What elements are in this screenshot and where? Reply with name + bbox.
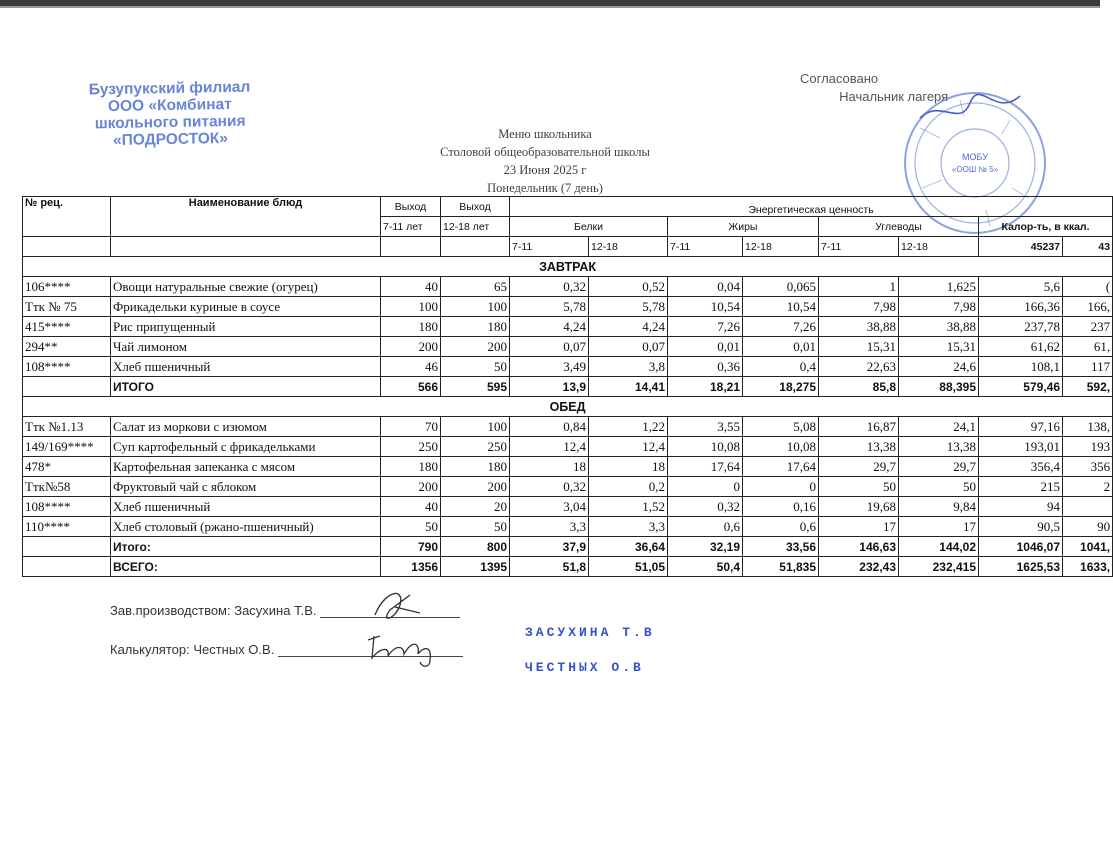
- cell-k1: 97,16: [979, 417, 1063, 437]
- breakfast-section-title: ЗАВТРАК: [23, 257, 1113, 277]
- recipe-number: Ттк№58: [23, 477, 111, 497]
- cell-p2: 18: [589, 457, 668, 477]
- cell-o1: 46: [381, 357, 441, 377]
- cell-o1: 1356: [381, 557, 441, 577]
- cell-f1: 0,6: [668, 517, 743, 537]
- cell-o2: 50: [441, 517, 510, 537]
- header-row-3: [23, 237, 1113, 257]
- cell-c1: 7,98: [819, 297, 899, 317]
- cell-k2: 2: [1063, 477, 1113, 497]
- cell-k1: 1046,07: [979, 537, 1063, 557]
- menu-table-body: [23, 197, 1113, 577]
- col-header-protein: Белки: [510, 217, 668, 237]
- cell-c2: 7,98: [899, 297, 979, 317]
- carbs-12-18: 12-18: [899, 237, 979, 257]
- cell-f2: 10,54: [743, 297, 819, 317]
- cell-f2: 0,01: [743, 337, 819, 357]
- cell-o2: 1395: [441, 557, 510, 577]
- cell-p1: 5,78: [510, 297, 589, 317]
- approval-line-2: Начальник лагеря: [839, 89, 949, 104]
- cell-c2: 15,31: [899, 337, 979, 357]
- cell-f2: 51,835: [743, 557, 819, 577]
- lunch-item-row: [23, 437, 1113, 457]
- recipe-number: 106****: [23, 277, 111, 297]
- menu-day: Понедельник (7 день): [487, 181, 603, 195]
- cell-k1: 356,4: [979, 457, 1063, 477]
- cell-f2: 17,64: [743, 457, 819, 477]
- cell-c2: 29,7: [899, 457, 979, 477]
- cell-c1: 15,31: [819, 337, 899, 357]
- dish-name: Хлеб пшеничный: [111, 497, 381, 517]
- col-header-fat: Жиры: [668, 217, 819, 237]
- lunch-total-row: [23, 537, 1113, 557]
- cell-k2: (: [1063, 277, 1113, 297]
- dish-name: Хлеб столовый (ржано-пшеничный): [111, 517, 381, 537]
- cell-f1: 18,21: [668, 377, 743, 397]
- cell-f1: 3,55: [668, 417, 743, 437]
- dish-name: Фрикадельки куриные в соусе: [111, 297, 381, 317]
- cell-o2: 180: [441, 457, 510, 477]
- cell-p2: 14,41: [589, 377, 668, 397]
- cell-k2: 356: [1063, 457, 1113, 477]
- cell-p2: 12,4: [589, 437, 668, 457]
- breakfast-section-row: [23, 257, 1113, 277]
- cell-c2: 50: [899, 477, 979, 497]
- cell-o1: 50: [381, 517, 441, 537]
- cell-p2: 3,8: [589, 357, 668, 377]
- cell-f1: 0,36: [668, 357, 743, 377]
- cell-k1: 215: [979, 477, 1063, 497]
- cell-p1: 12,4: [510, 437, 589, 457]
- lunch-item-row: [23, 497, 1113, 517]
- org-stamp-line-1: Бузупукский филиал: [88, 78, 251, 99]
- calories-12-18-code: 43: [1063, 237, 1113, 257]
- cell-k2: 117: [1063, 357, 1113, 377]
- cell-c1: 29,7: [819, 457, 899, 477]
- org-stamp-line-2: ООО «Комбинат: [107, 95, 232, 116]
- cell-f2: 0: [743, 477, 819, 497]
- cell-c1: 13,38: [819, 437, 899, 457]
- breakfast-item-row: [23, 357, 1113, 377]
- recipe-number: 108****: [23, 357, 111, 377]
- cell-o2: 50: [441, 357, 510, 377]
- cell-o2: 20: [441, 497, 510, 517]
- cell-o2: 200: [441, 477, 510, 497]
- cell-c1: 38,88: [819, 317, 899, 337]
- cell-c2: 24,1: [899, 417, 979, 437]
- recipe-number: [23, 537, 111, 557]
- cell-p2: 1,52: [589, 497, 668, 517]
- lunch-item-row: [23, 517, 1113, 537]
- cell-p2: 4,24: [589, 317, 668, 337]
- cell-k2: 90: [1063, 517, 1113, 537]
- cell-c2: 13,38: [899, 437, 979, 457]
- cell-o1: 40: [381, 277, 441, 297]
- recipe-number: Ттк №1.13: [23, 417, 111, 437]
- cell-o2: 180: [441, 317, 510, 337]
- cell-p1: 0,32: [510, 477, 589, 497]
- dish-name: Салат из моркови с изюмом: [111, 417, 381, 437]
- dish-name: Суп картофельный с фрикадельками: [111, 437, 381, 457]
- cell-p1: 3,3: [510, 517, 589, 537]
- breakfast-item-row: [23, 277, 1113, 297]
- cell-f2: 0,6: [743, 517, 819, 537]
- cell-o1: 790: [381, 537, 441, 557]
- col-header-energy: Энергетическая ценность: [510, 197, 1113, 217]
- protein-12-18: 12-18: [589, 237, 668, 257]
- cell-c1: 1: [819, 277, 899, 297]
- cell-f2: 0,16: [743, 497, 819, 517]
- cell-p1: 4,24: [510, 317, 589, 337]
- carbs-7-11: 7-11: [819, 237, 899, 257]
- dish-name: Картофельная запеканка с мясом: [111, 457, 381, 477]
- cell-o2: 250: [441, 437, 510, 457]
- cell-f2: 5,08: [743, 417, 819, 437]
- cell-c2: 9,84: [899, 497, 979, 517]
- cell-k1: 94: [979, 497, 1063, 517]
- dish-name: Фруктовый чай с яблоком: [111, 477, 381, 497]
- recipe-number: 110****: [23, 517, 111, 537]
- recipe-number: 294**: [23, 337, 111, 357]
- cell-c1: 19,68: [819, 497, 899, 517]
- cell-p2: 36,64: [589, 537, 668, 557]
- breakfast-item-row: [23, 297, 1113, 317]
- recipe-number: [23, 377, 111, 397]
- cell-f1: 50,4: [668, 557, 743, 577]
- cell-p2: 0,52: [589, 277, 668, 297]
- recipe-number: 149/169****: [23, 437, 111, 457]
- signature-zasukhina: [365, 585, 435, 627]
- cell-o1: 200: [381, 477, 441, 497]
- col-header-out-1: Выход: [381, 197, 441, 217]
- breakfast-item-row: [23, 317, 1113, 337]
- cell-p1: 13,9: [510, 377, 589, 397]
- menu-subtitle: Столовой общеобразовательной школы: [440, 145, 650, 159]
- cell-o1: 180: [381, 457, 441, 477]
- organization-stamp: [69, 78, 270, 149]
- cell-k2: [1063, 497, 1113, 517]
- total-label: ВСЕГО:: [111, 557, 381, 577]
- recipe-number: 108****: [23, 497, 111, 517]
- signature-head-label: Зав.производством: Засухина Т.В.: [110, 603, 317, 618]
- recipe-number: 415****: [23, 317, 111, 337]
- cell-p1: 51,8: [510, 557, 589, 577]
- cell-f2: 7,26: [743, 317, 819, 337]
- lunch-item-row: [23, 477, 1113, 497]
- cell-f1: 32,19: [668, 537, 743, 557]
- cell-k1: 579,46: [979, 377, 1063, 397]
- dish-name: Рис припущенный: [111, 317, 381, 337]
- signature-calc-label: Калькулятор: Честных О.В.: [110, 642, 275, 657]
- header-row-1: [23, 197, 1113, 217]
- dish-name: Хлеб пшеничный: [111, 357, 381, 377]
- cell-p1: 0,32: [510, 277, 589, 297]
- cell-f1: 10,08: [668, 437, 743, 457]
- cell-k1: 237,78: [979, 317, 1063, 337]
- breakfast-item-row: [23, 337, 1113, 357]
- fat-7-11: 7-11: [668, 237, 743, 257]
- cell-k1: 108,1: [979, 357, 1063, 377]
- cell-c1: 22,63: [819, 357, 899, 377]
- cell-p2: 5,78: [589, 297, 668, 317]
- cell-o1: 200: [381, 337, 441, 357]
- col-header-out-2: Выход: [441, 197, 510, 217]
- cell-c1: 17: [819, 517, 899, 537]
- cell-f1: 7,26: [668, 317, 743, 337]
- cell-f2: 0,065: [743, 277, 819, 297]
- seal-text: МОБУ: [962, 152, 988, 162]
- menu-date: 23 Июня 2025 г: [503, 163, 587, 177]
- cell-o2: 100: [441, 417, 510, 437]
- fat-12-18: 12-18: [743, 237, 819, 257]
- cell-p1: 0,07: [510, 337, 589, 357]
- dish-name: Овощи натуральные свежие (огурец): [111, 277, 381, 297]
- cell-p2: 51,05: [589, 557, 668, 577]
- cell-c2: 144,02: [899, 537, 979, 557]
- signature-chestnykh: [360, 628, 450, 670]
- cell-k1: 5,6: [979, 277, 1063, 297]
- cell-c1: 50: [819, 477, 899, 497]
- scan-top-border-shadow: [0, 6, 1100, 8]
- cell-k2: 237: [1063, 317, 1113, 337]
- menu-heading: [380, 125, 710, 197]
- cell-k2: 592,: [1063, 377, 1113, 397]
- cell-o2: 800: [441, 537, 510, 557]
- cell-c2: 232,415: [899, 557, 979, 577]
- cell-o2: 100: [441, 297, 510, 317]
- breakfast-total-row: [23, 377, 1113, 397]
- cell-c2: 1,625: [899, 277, 979, 297]
- cell-k2: 1041,: [1063, 537, 1113, 557]
- cell-f1: 0: [668, 477, 743, 497]
- cell-o2: 200: [441, 337, 510, 357]
- grand-total-row: [23, 557, 1113, 577]
- cell-f1: 0,32: [668, 497, 743, 517]
- recipe-number: 478*: [23, 457, 111, 477]
- cell-o1: 566: [381, 377, 441, 397]
- calories-7-11-code: 45237: [979, 237, 1063, 257]
- cell-f2: 10,08: [743, 437, 819, 457]
- cell-c1: 85,8: [819, 377, 899, 397]
- protein-7-11: 7-11: [510, 237, 589, 257]
- cell-c2: 24,6: [899, 357, 979, 377]
- cell-o1: 100: [381, 297, 441, 317]
- cell-o1: 40: [381, 497, 441, 517]
- approval-line-1: Согласовано: [800, 71, 879, 86]
- cell-c2: 38,88: [899, 317, 979, 337]
- cell-k2: 166,: [1063, 297, 1113, 317]
- menu-table: [22, 196, 1113, 577]
- cell-k1: 1625,53: [979, 557, 1063, 577]
- cell-p1: 0,84: [510, 417, 589, 437]
- lunch-item-row: [23, 457, 1113, 477]
- org-stamp-line-4: «ПОДРОСТОК»: [112, 129, 229, 149]
- total-label: Итого:: [111, 537, 381, 557]
- cell-c1: 16,87: [819, 417, 899, 437]
- cell-c2: 88,395: [899, 377, 979, 397]
- recipe-number: Ттк № 75: [23, 297, 111, 317]
- org-stamp-line-3: школьного питания: [94, 112, 246, 133]
- cell-k2: 138,: [1063, 417, 1113, 437]
- cell-p1: 18: [510, 457, 589, 477]
- cell-c1: 232,43: [819, 557, 899, 577]
- cell-k1: 193,01: [979, 437, 1063, 457]
- lunch-section-row: [23, 397, 1113, 417]
- svg-text:«ООШ № 5»: «ООШ № 5»: [951, 165, 999, 174]
- lunch-item-row: [23, 417, 1113, 437]
- cell-o1: 250: [381, 437, 441, 457]
- cell-p1: 37,9: [510, 537, 589, 557]
- cell-f2: 0,4: [743, 357, 819, 377]
- cell-p2: 1,22: [589, 417, 668, 437]
- cell-k2: 193: [1063, 437, 1113, 457]
- cell-f1: 0,04: [668, 277, 743, 297]
- cell-f1: 17,64: [668, 457, 743, 477]
- cell-c1: 146,63: [819, 537, 899, 557]
- cell-p1: 3,04: [510, 497, 589, 517]
- col-header-name: Наименование блюд: [111, 197, 381, 237]
- cell-o1: 70: [381, 417, 441, 437]
- recipe-number: [23, 557, 111, 577]
- cell-f1: 0,01: [668, 337, 743, 357]
- cell-k1: 90,5: [979, 517, 1063, 537]
- dish-name: Чай лимоном: [111, 337, 381, 357]
- name-stamp-chestnykh: ЧЕСТНЫХ О.В: [525, 660, 644, 675]
- col-header-carbs: Углеводы: [819, 217, 979, 237]
- lunch-section-title: ОБЕД: [23, 397, 1113, 417]
- cell-k1: 166,36: [979, 297, 1063, 317]
- cell-p2: 3,3: [589, 517, 668, 537]
- col-header-calories: Калор-ть, в ккал.: [979, 217, 1113, 237]
- menu-title: Меню школьника: [498, 127, 592, 141]
- cell-k2: 61,: [1063, 337, 1113, 357]
- cell-f2: 18,275: [743, 377, 819, 397]
- cell-o2: 65: [441, 277, 510, 297]
- cell-p2: 0,2: [589, 477, 668, 497]
- cell-k1: 61,62: [979, 337, 1063, 357]
- col-header-age-7-11: 7-11 лет: [381, 217, 441, 237]
- cell-f2: 33,56: [743, 537, 819, 557]
- cell-o1: 180: [381, 317, 441, 337]
- cell-p2: 0,07: [589, 337, 668, 357]
- cell-p1: 3,49: [510, 357, 589, 377]
- name-stamp-zasukhina: ЗАСУХИНА Т.В: [525, 625, 655, 640]
- cell-o2: 595: [441, 377, 510, 397]
- cell-f1: 10,54: [668, 297, 743, 317]
- col-header-rec: № рец.: [23, 197, 111, 237]
- cell-c2: 17: [899, 517, 979, 537]
- total-label: ИТОГО: [111, 377, 381, 397]
- col-header-age-12-18: 12-18 лет: [441, 217, 510, 237]
- cell-k2: 1633,: [1063, 557, 1113, 577]
